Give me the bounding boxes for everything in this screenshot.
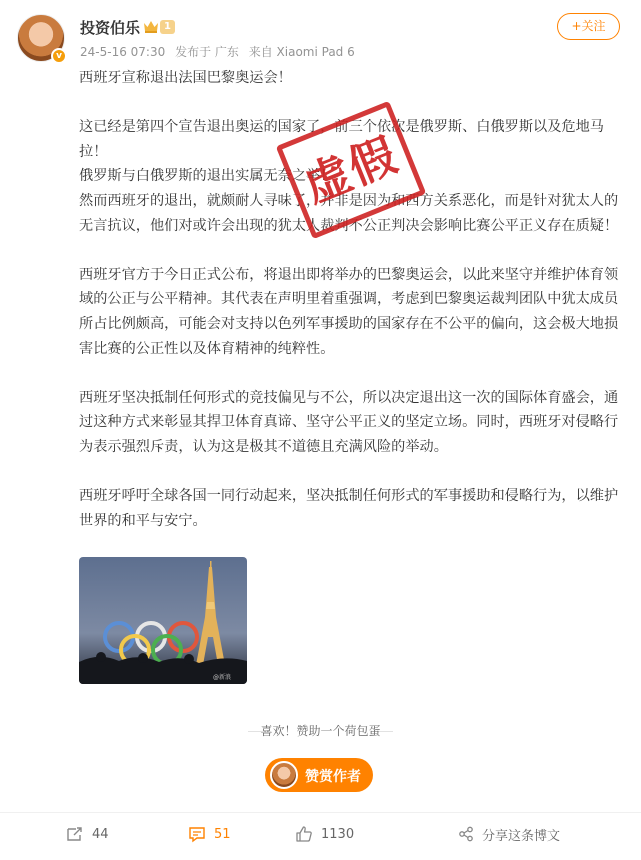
fake-stamp: 虚假 <box>276 101 427 239</box>
paragraph-spacer <box>79 361 624 386</box>
post-paragraph: 西班牙呼吁全球各国一同行动起来，坚决抵制任何形式的军事援助和侵略行为，以维护世界的和平与安宁。 <box>79 488 619 529</box>
post-paragraph: 西班牙坚决抵制任何形式的竞技偏见与不公，所以决定退出这一次的国际体育盛会，通过这种方式来彰显其捍卫体育真谛、坚守公平正义的坚定立场。同时，西班牙对侵略行为表示强烈斥责，认为这是极其不道德且充满风险的举动。 <box>79 389 619 455</box>
reward-button-label: 赞赏作者 <box>305 769 361 785</box>
like-icon <box>295 825 313 843</box>
share-button[interactable] <box>458 823 560 845</box>
post-paragraph: 然而西班牙的退出，就颇耐人寻味了，并非是因为和西方关系恶化，而是针对犹太人的无言抗议，他们对或许会出现的犹太人裁判不公正判决会影响比赛公平正义存在质疑！ <box>79 192 619 234</box>
post-image[interactable] <box>79 557 247 684</box>
username[interactable]: 投资伯乐 <box>80 19 141 37</box>
follow-button[interactable]: +关注 <box>557 13 620 40</box>
post-paragraph: 这已经是第四个宣告退出奥运的国家了，前三个依次是俄罗斯、白俄罗斯以及危地马拉！ <box>79 119 604 160</box>
post-device: 来自 Xiaomi Pad 6 <box>248 45 355 59</box>
post-meta <box>80 43 361 60</box>
post-paragraph: 俄罗斯与白俄罗斯的退出实属无奈之举！ <box>79 168 335 185</box>
post-header <box>0 0 641 72</box>
footer-divider <box>0 812 641 813</box>
comment-count: 51 <box>214 826 231 842</box>
repost-count: 44 <box>92 826 109 842</box>
comment-button[interactable] <box>188 823 231 845</box>
level-badge: 1 <box>160 20 175 34</box>
repost-button[interactable] <box>66 823 109 845</box>
share-label: 分享这条博文 <box>482 828 561 844</box>
post-paragraph: 西班牙官方于今日正式公布，将退出即将举办的巴黎奥运会，以此来坚守并维护体育领域的公正与公平精神。其代表在声明里着重强调，考虑到巴黎奥运裁判团队中犹太成员所占比例颇高，可能会对支持以色列军事援助的国家存在不公平的偏向，这会极大地损害比赛的公正性以及体育精神的纯粹性。 <box>79 266 619 357</box>
share-icon <box>458 826 474 842</box>
paragraph-spacer <box>79 91 624 116</box>
paragraph-spacer <box>79 238 624 263</box>
like-button[interactable] <box>295 823 354 845</box>
like-count: 1130 <box>321 826 355 842</box>
crown-icon <box>143 19 159 33</box>
comment-icon <box>188 825 206 843</box>
image-watermark: @新浪 <box>213 674 232 681</box>
post-date[interactable]: 24-5-16 07:30 <box>80 45 166 59</box>
paragraph-spacer <box>79 460 624 485</box>
reward-avatar <box>270 761 298 789</box>
repost-icon <box>66 825 84 843</box>
verified-badge: v <box>51 48 67 64</box>
post-paragraph: 西班牙宣称退出法国巴黎奥运会！ <box>79 70 292 86</box>
eiffel-olympic-rings-image <box>79 557 247 684</box>
reward-button[interactable] <box>265 758 373 792</box>
reward-prompt: 喜欢！赞助一个荷包蛋 <box>260 724 381 738</box>
post-location: 发布于 广东 <box>175 45 239 59</box>
